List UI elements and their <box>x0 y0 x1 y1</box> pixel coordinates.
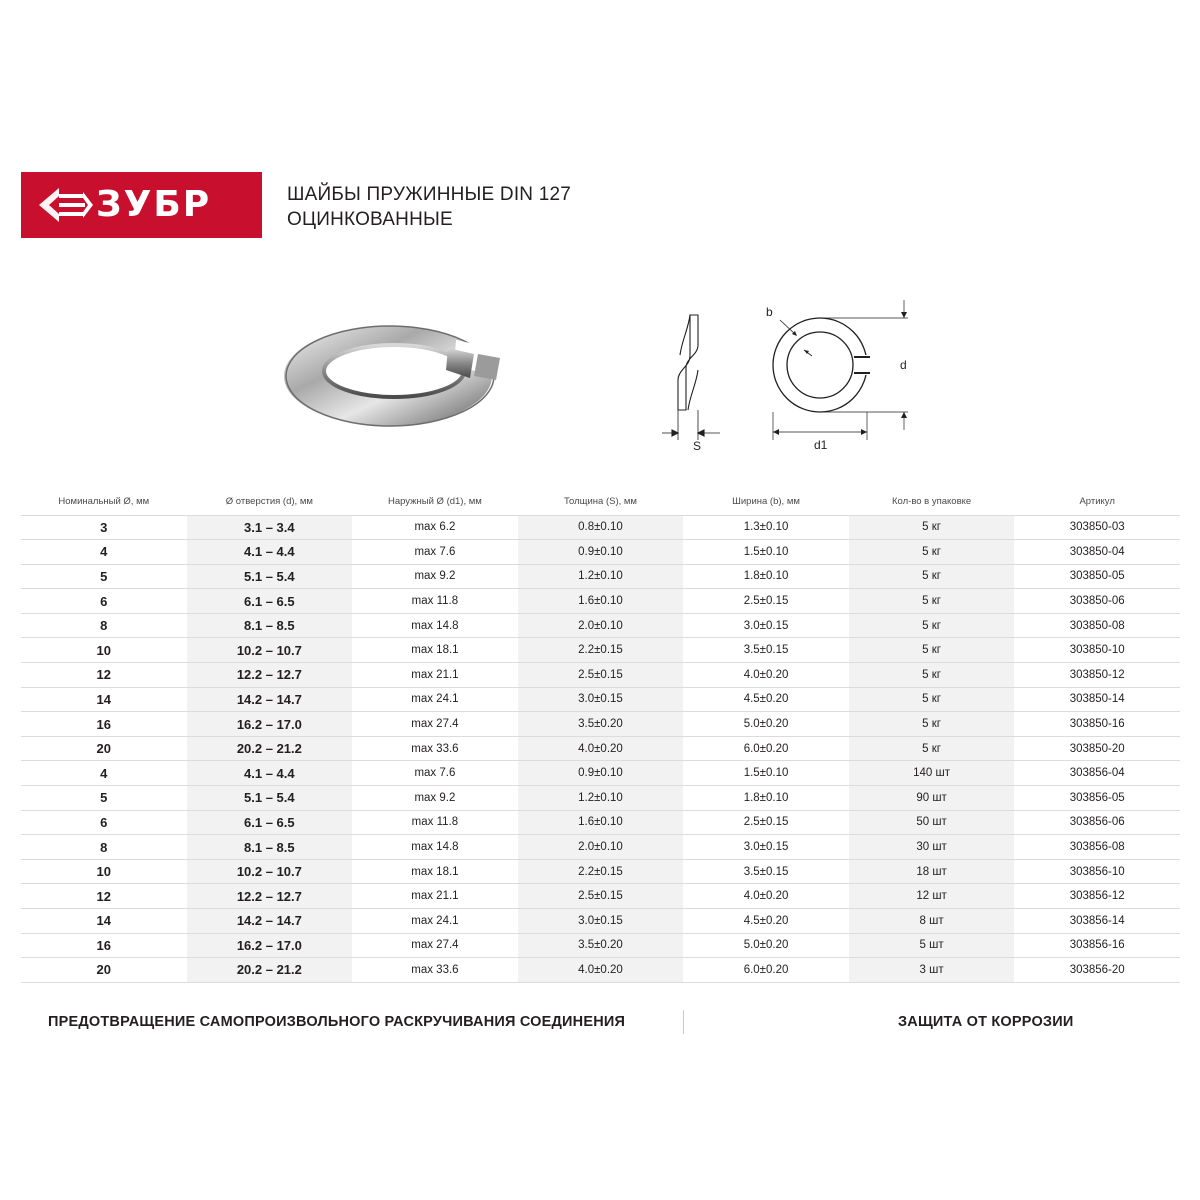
cell-nominal: 3 <box>21 515 187 540</box>
cell-nominal: 14 <box>21 909 187 934</box>
col-header-article: Артикул <box>1079 495 1115 507</box>
cell-thickness: 2.2±0.15 <box>518 859 684 884</box>
cell-outer-diameter: max 14.8 <box>352 835 518 860</box>
cell-article: 303850-14 <box>1014 687 1180 712</box>
cell-article: 303850-08 <box>1014 613 1180 638</box>
cell-pack-qty: 5 кг <box>849 687 1015 712</box>
cell-width: 1.3±0.10 <box>683 515 849 540</box>
cell-outer-diameter: max 6.2 <box>352 515 518 540</box>
table-row <box>21 884 1180 909</box>
cell-article: 303850-04 <box>1014 540 1180 565</box>
cell-thickness: 2.5±0.15 <box>518 663 684 688</box>
features-bar <box>21 1008 1180 1038</box>
cell-outer-diameter: max 7.6 <box>352 761 518 786</box>
cell-nominal: 10 <box>21 859 187 884</box>
cell-hole-diameter: 14.2 – 14.7 <box>187 687 353 712</box>
cell-thickness: 1.6±0.10 <box>518 589 684 614</box>
table-row <box>21 736 1180 761</box>
cell-outer-diameter: max 27.4 <box>352 712 518 737</box>
cell-nominal: 16 <box>21 933 187 958</box>
cell-article: 303856-12 <box>1014 884 1180 909</box>
col-header-hole-diameter: Ø отверстия (d), мм <box>225 495 313 507</box>
cell-nominal: 16 <box>21 712 187 737</box>
cell-nominal: 10 <box>21 638 187 663</box>
cell-article: 303850-20 <box>1014 736 1180 761</box>
cell-article: 303856-06 <box>1014 810 1180 835</box>
cell-width: 4.5±0.20 <box>683 909 849 934</box>
cell-width: 5.0±0.20 <box>683 712 849 737</box>
cell-width: 1.5±0.10 <box>683 540 849 565</box>
cell-outer-diameter: max 24.1 <box>352 687 518 712</box>
cell-nominal: 5 <box>21 564 187 589</box>
title-line-2: ОЦИНКОВАННЫЕ <box>287 209 453 230</box>
cell-hole-diameter: 12.2 – 12.7 <box>187 884 353 909</box>
table-row <box>21 540 1180 565</box>
feature-divider <box>683 1010 684 1034</box>
cell-hole-diameter: 4.1 – 4.4 <box>187 761 353 786</box>
cell-hole-diameter: 20.2 – 21.2 <box>187 958 353 983</box>
cell-pack-qty: 90 шт <box>849 786 1015 811</box>
cell-nominal: 8 <box>21 613 187 638</box>
cell-nominal: 4 <box>21 540 187 565</box>
cell-hole-diameter: 14.2 – 14.7 <box>187 909 353 934</box>
col-header-outer-diameter: Наружный Ø (d1), мм <box>387 495 482 507</box>
cell-pack-qty: 5 кг <box>849 736 1015 761</box>
cell-nominal: 12 <box>21 884 187 909</box>
cell-width: 6.0±0.20 <box>683 958 849 983</box>
cell-outer-diameter: max 18.1 <box>352 859 518 884</box>
cell-pack-qty: 3 шт <box>849 958 1015 983</box>
col-header-width: Ширина (b), мм <box>732 495 800 507</box>
front-view-drawing <box>760 295 935 455</box>
table-row <box>21 761 1180 786</box>
table-header-row <box>21 488 1180 515</box>
cell-pack-qty: 5 кг <box>849 515 1015 540</box>
cell-outer-diameter: max 21.1 <box>352 884 518 909</box>
cell-width: 3.5±0.15 <box>683 638 849 663</box>
table-body <box>21 515 1180 982</box>
cell-thickness: 3.5±0.20 <box>518 933 684 958</box>
cell-nominal: 6 <box>21 589 187 614</box>
cell-article: 303850-10 <box>1014 638 1180 663</box>
cell-pack-qty: 50 шт <box>849 810 1015 835</box>
table-row <box>21 933 1180 958</box>
cell-article: 303850-06 <box>1014 589 1180 614</box>
cell-hole-diameter: 16.2 – 17.0 <box>187 933 353 958</box>
cell-article: 303856-04 <box>1014 761 1180 786</box>
specification-table <box>21 488 1180 983</box>
cell-thickness: 0.8±0.10 <box>518 515 684 540</box>
cell-pack-qty: 30 шт <box>849 835 1015 860</box>
cell-width: 4.0±0.20 <box>683 884 849 909</box>
cell-nominal: 5 <box>21 786 187 811</box>
cell-hole-diameter: 6.1 – 6.5 <box>187 589 353 614</box>
cell-thickness: 3.0±0.15 <box>518 687 684 712</box>
cell-width: 1.8±0.10 <box>683 786 849 811</box>
cell-width: 3.5±0.15 <box>683 859 849 884</box>
cell-hole-diameter: 12.2 – 12.7 <box>187 663 353 688</box>
cell-hole-diameter: 5.1 – 5.4 <box>187 786 353 811</box>
cell-outer-diameter: max 33.6 <box>352 736 518 761</box>
table-row <box>21 712 1180 737</box>
table-row <box>21 687 1180 712</box>
cell-thickness: 0.9±0.10 <box>518 761 684 786</box>
cell-width: 4.5±0.20 <box>683 687 849 712</box>
cell-nominal: 20 <box>21 736 187 761</box>
cell-thickness: 2.0±0.10 <box>518 613 684 638</box>
cell-pack-qty: 5 шт <box>849 933 1015 958</box>
label-s: S <box>693 439 702 453</box>
cell-article: 303850-03 <box>1014 515 1180 540</box>
cell-article: 303850-16 <box>1014 712 1180 737</box>
cell-thickness: 4.0±0.20 <box>518 958 684 983</box>
table-row <box>21 958 1180 983</box>
cell-width: 5.0±0.20 <box>683 933 849 958</box>
cell-pack-qty: 5 кг <box>849 613 1015 638</box>
cell-outer-diameter: max 11.8 <box>352 810 518 835</box>
label-d: d <box>900 358 907 372</box>
cell-nominal: 20 <box>21 958 187 983</box>
cell-pack-qty: 140 шт <box>849 761 1015 786</box>
cell-thickness: 1.2±0.10 <box>518 564 684 589</box>
cell-width: 1.8±0.10 <box>683 564 849 589</box>
cell-width: 4.0±0.20 <box>683 663 849 688</box>
table-row <box>21 564 1180 589</box>
cell-width: 3.0±0.15 <box>683 613 849 638</box>
table-row <box>21 909 1180 934</box>
label-b: b <box>766 305 773 319</box>
cell-pack-qty: 5 кг <box>849 564 1015 589</box>
feature-corrosion-protection: ЗАЩИТА ОТ КОРРОЗИИ <box>898 1014 1074 1030</box>
cell-article: 303850-12 <box>1014 663 1180 688</box>
cell-pack-qty: 12 шт <box>849 884 1015 909</box>
cell-width: 3.0±0.15 <box>683 835 849 860</box>
brand-wordmark: ЗУБР <box>96 184 212 225</box>
cell-thickness: 4.0±0.20 <box>518 736 684 761</box>
cell-hole-diameter: 10.2 – 10.7 <box>187 638 353 663</box>
table-row <box>21 589 1180 614</box>
cell-article: 303856-05 <box>1014 786 1180 811</box>
title-line-1: ШАЙБЫ ПРУЖИННЫЕ DIN 127 <box>287 184 572 205</box>
cell-nominal: 14 <box>21 687 187 712</box>
side-view-drawing <box>660 300 740 460</box>
cell-thickness: 2.5±0.15 <box>518 884 684 909</box>
cell-article: 303850-05 <box>1014 564 1180 589</box>
cell-outer-diameter: max 9.2 <box>352 786 518 811</box>
cell-hole-diameter: 3.1 – 3.4 <box>187 515 353 540</box>
col-header-nominal: Номинальный Ø, мм <box>58 495 150 507</box>
cell-hole-diameter: 4.1 – 4.4 <box>187 540 353 565</box>
cell-thickness: 2.0±0.10 <box>518 835 684 860</box>
table-row <box>21 859 1180 884</box>
cell-thickness: 3.5±0.20 <box>518 712 684 737</box>
cell-outer-diameter: max 7.6 <box>352 540 518 565</box>
cell-width: 2.5±0.15 <box>683 589 849 614</box>
cell-outer-diameter: max 33.6 <box>352 958 518 983</box>
cell-hole-diameter: 8.1 – 8.5 <box>187 835 353 860</box>
cell-article: 303856-08 <box>1014 835 1180 860</box>
cell-thickness: 2.2±0.15 <box>518 638 684 663</box>
cell-nominal: 12 <box>21 663 187 688</box>
cell-hole-diameter: 6.1 – 6.5 <box>187 810 353 835</box>
cell-outer-diameter: max 11.8 <box>352 589 518 614</box>
spring-washer-photo <box>278 318 518 433</box>
table-row <box>21 515 1180 540</box>
cell-hole-diameter: 10.2 – 10.7 <box>187 859 353 884</box>
cell-pack-qty: 5 кг <box>849 663 1015 688</box>
cell-pack-qty: 18 шт <box>849 859 1015 884</box>
cell-thickness: 1.6±0.10 <box>518 810 684 835</box>
cell-pack-qty: 8 шт <box>849 909 1015 934</box>
cell-article: 303856-14 <box>1014 909 1180 934</box>
cell-outer-diameter: max 27.4 <box>352 933 518 958</box>
cell-nominal: 4 <box>21 761 187 786</box>
table-row <box>21 613 1180 638</box>
cell-article: 303856-16 <box>1014 933 1180 958</box>
cell-width: 1.5±0.10 <box>683 761 849 786</box>
cell-outer-diameter: max 18.1 <box>352 638 518 663</box>
label-d1: d1 <box>814 438 828 452</box>
cell-width: 6.0±0.20 <box>683 736 849 761</box>
cell-pack-qty: 5 кг <box>849 638 1015 663</box>
cell-thickness: 3.0±0.15 <box>518 909 684 934</box>
cell-thickness: 0.9±0.10 <box>518 540 684 565</box>
col-header-pack-qty: Кол-во в упаковке <box>892 495 972 507</box>
cell-hole-diameter: 5.1 – 5.4 <box>187 564 353 589</box>
table-row <box>21 786 1180 811</box>
cell-hole-diameter: 8.1 – 8.5 <box>187 613 353 638</box>
cell-hole-diameter: 20.2 – 21.2 <box>187 736 353 761</box>
cell-nominal: 6 <box>21 810 187 835</box>
cell-width: 2.5±0.15 <box>683 810 849 835</box>
cell-pack-qty: 5 кг <box>849 589 1015 614</box>
table-row <box>21 638 1180 663</box>
cell-pack-qty: 5 кг <box>849 712 1015 737</box>
cell-outer-diameter: max 14.8 <box>352 613 518 638</box>
cell-article: 303856-10 <box>1014 859 1180 884</box>
cell-outer-diameter: max 9.2 <box>352 564 518 589</box>
cell-thickness: 1.2±0.10 <box>518 786 684 811</box>
cell-nominal: 8 <box>21 835 187 860</box>
feature-anti-loosening: ПРЕДОТВРАЩЕНИЕ САМОПРОИЗВОЛЬНОГО РАСКРУЧИВАНИЯ СОЕДИНЕНИЯ <box>48 1014 626 1030</box>
cell-outer-diameter: max 24.1 <box>352 909 518 934</box>
table-row <box>21 663 1180 688</box>
table-row <box>21 835 1180 860</box>
cell-pack-qty: 5 кг <box>849 540 1015 565</box>
cell-hole-diameter: 16.2 – 17.0 <box>187 712 353 737</box>
brand-logo <box>21 172 262 238</box>
table-row <box>21 810 1180 835</box>
col-header-thickness: Толщина (S), мм <box>563 495 637 507</box>
product-title <box>287 182 571 232</box>
cell-article: 303856-20 <box>1014 958 1180 983</box>
cell-outer-diameter: max 21.1 <box>352 663 518 688</box>
